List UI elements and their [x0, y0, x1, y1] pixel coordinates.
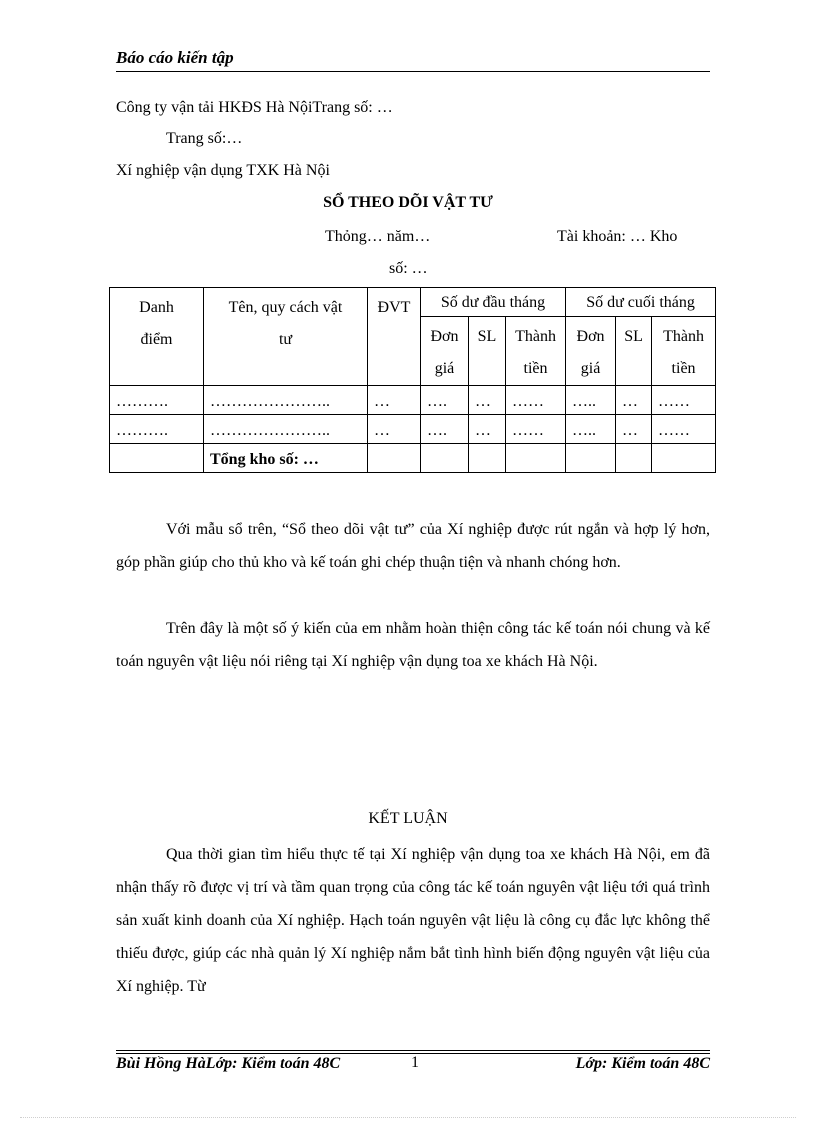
ledger-title: SỔ THEO DÕI VẬT TƯ [323, 194, 493, 211]
table-cell: …… [506, 415, 566, 444]
table-cell: …. [421, 415, 469, 444]
table-row [110, 415, 716, 444]
paragraph-conclusion: Qua thời gian tìm hiểu thực tế tại Xí nghiệp vận dụng toa xe khách Hà Nội, em đã nhận thấy rõ được vị trí và tầm quan trọng của công tác kế toán nguyên vật liệu tới quá trình sản xuất kinh doanh của Xí nghiệp. Hạch toán nguyên vật liệu là công cụ đắc lực không thể thiếu được, giúp các nhà quản lý Xí nghiệp nắm bắt tình hình biến động nguyên vật liệu của Xí nghiệp. Từ [116, 846, 710, 995]
header-code: Danh điểm [110, 288, 204, 386]
table-cell: … [368, 415, 421, 444]
month-year: Thỏng… năm… [325, 228, 431, 245]
footer-page-number: 1 [411, 1054, 419, 1071]
table-cell: …. [421, 386, 469, 415]
header-title: Báo cáo kiến tập [116, 48, 234, 67]
table-cell: … [368, 386, 421, 415]
table-cell: … [616, 386, 652, 415]
table-cell: … [469, 386, 506, 415]
table-cell: ………………….. [204, 415, 368, 444]
footer-author: Bùi Hồng HàLớp: Kiểm toán 48C [116, 1055, 341, 1072]
header-unit: ĐVT [368, 288, 421, 386]
table-row [110, 386, 716, 415]
header-name: Tên, quy cách vật tư [204, 288, 368, 386]
table-total-row [110, 444, 716, 473]
account-line: Tài khoản: … Kho [557, 228, 678, 245]
header-closing-balance: Số dư cuối tháng [566, 288, 716, 317]
header-closing-unit-price: Đơn giá [566, 317, 616, 386]
warehouse-number: số: … [389, 260, 428, 277]
table-cell [506, 444, 566, 473]
table-cell [469, 444, 506, 473]
table-cell: ………. [110, 386, 204, 415]
table-cell [368, 444, 421, 473]
enterprise-line: Xí nghiệp vận dụng TXK Hà Nội [116, 162, 330, 179]
table-cell: … [616, 415, 652, 444]
header-opening-unit-price: Đơn giá [421, 317, 469, 386]
footer-class: Lớp: Kiểm toán 48C [575, 1055, 710, 1072]
table-cell: ….. [566, 415, 616, 444]
header-closing-amount: Thành tiền [652, 317, 716, 386]
total-label: Tổng kho số: … [204, 444, 368, 473]
paragraph-ledger-note: Với mẫu sổ trên, “Sổ theo dõi vật tư” của Xí nghiệp được rút ngắn và hợp lý hơn, góp phần giúp cho thủ kho và kế toán ghi chép thuận tiện và nhanh chóng hơn. [116, 521, 710, 571]
table-cell: ………………….. [204, 386, 368, 415]
header-opening-balance: Số dư đầu tháng [421, 288, 566, 317]
header-rule [116, 71, 710, 72]
table-cell: …… [652, 415, 716, 444]
conclusion-title: KẾT LUẬN [368, 810, 448, 827]
table-cell: …… [652, 386, 716, 415]
footer-rule [116, 1050, 710, 1051]
table-cell: …… [506, 386, 566, 415]
page-number-line: Trang số:… [166, 130, 243, 147]
header-closing-qty: SL [616, 317, 652, 386]
table-cell: ………. [110, 415, 204, 444]
table-cell: … [469, 415, 506, 444]
table-cell [566, 444, 616, 473]
company-line: Công ty vận tải HKĐS Hà NộiTrang số: … [116, 99, 393, 116]
header-opening-qty: SL [469, 317, 506, 386]
table-cell [110, 444, 204, 473]
page-edge-dots [20, 1117, 796, 1118]
table-cell [421, 444, 469, 473]
material-ledger-table [109, 287, 716, 473]
table-cell: ….. [566, 386, 616, 415]
table-cell [652, 444, 716, 473]
paragraph-suggestions: Trên đây là một số ý kiến của em nhằm hoàn thiện công tác kế toán nói chung và kế toán nguyên vật liệu nói riêng tại Xí nghiệp vận dụng toa xe khách Hà Nội. [116, 620, 710, 670]
header-opening-amount: Thành tiền [506, 317, 566, 386]
table-header-row [110, 288, 716, 317]
table-cell [616, 444, 652, 473]
